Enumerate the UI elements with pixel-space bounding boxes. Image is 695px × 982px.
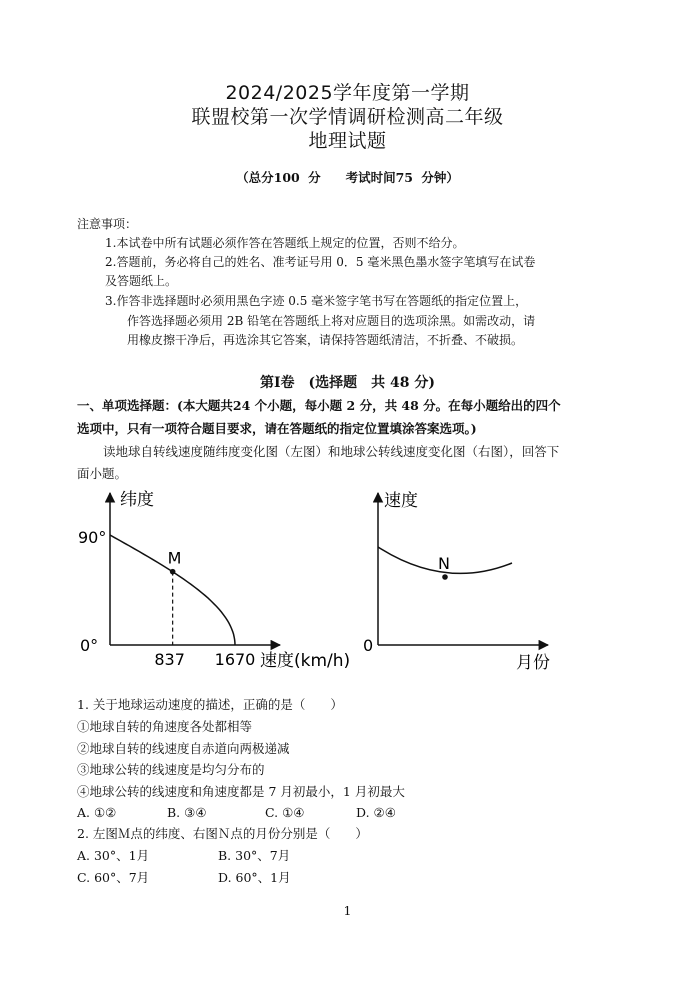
note-item-2-line-2: 及答题纸上。 — [105, 274, 178, 288]
notes-heading: 注意事项： — [77, 217, 138, 231]
title-line-2: 联盟校第一次学情调研检测高二年级 — [191, 106, 504, 128]
q1-statement-2: ②地球自转的线速度自赤道向两极递减 — [77, 741, 290, 756]
title-line-3: 地理试题 — [308, 130, 387, 152]
intro-line-1: 读地球自转线速度随纬度变化图（左图）和地球公转线速度变化图（右图），回答下 — [103, 444, 560, 459]
y-tick-0: 0° — [80, 636, 99, 655]
page-number: 1 — [343, 903, 352, 918]
origin-label: 0 — [363, 636, 374, 655]
revolution-speed-chart — [360, 485, 590, 680]
x-axis-label: 月份 — [516, 653, 550, 673]
x-tick-1670: 1670 — [214, 650, 256, 669]
title-line-1: 2024/2025学年度第一学期 — [225, 82, 470, 104]
q1-option-c: C. ①④ — [265, 805, 305, 820]
note-item-2-line-1: 2.答题前，务必将自己的姓名、准考证号用 0．5 毫米黑色墨水签字笔填写在试卷 — [105, 255, 536, 269]
q1-option-d: D. ②④ — [356, 805, 396, 820]
rotation-speed-chart — [70, 485, 370, 680]
point-m-label: M — [167, 548, 182, 568]
q2-stem: 2. 左图Ｍ点的纬度、右图Ｎ点的月份分别是（ ） — [77, 826, 368, 841]
q2-option-d: D. 60°、1月 — [218, 870, 291, 885]
point-n-label: N — [438, 554, 450, 573]
y-tick-90: 90° — [78, 528, 107, 547]
section-title: 第Ⅰ卷 (选择题 共 48 分) — [259, 375, 436, 391]
note-item-3-line-2: 作答选择题必须用 2B 铅笔在答题纸上将对应题目的选项涂黑。如需改动，请 — [127, 314, 536, 328]
q1-option-b: B. ③④ — [167, 805, 207, 820]
part1-line-1: 一、单项选择题：(本大题共24 个小题，每小题 2 分，共 48 分。在每小题给出的四个 — [77, 398, 561, 413]
exam-subtitle: （总分100 分 考试时间75 分钟） — [236, 170, 459, 185]
y-axis-label: 纬度 — [120, 490, 154, 510]
q2-option-a: A. 30°、1月 — [77, 848, 150, 863]
note-item-1: 1.本试卷中所有试题必须作答在答题纸上规定的位置，否则不给分。 — [105, 236, 465, 250]
x-tick-837: 837 — [154, 650, 185, 669]
q2-option-b: B. 30°、7月 — [218, 848, 291, 863]
q1-statement-4: ④地球公转的线速度和角速度都是 7 月初最小，1 月初最大 — [77, 784, 405, 799]
intro-line-2: 面小题。 — [77, 466, 128, 481]
note-item-3-line-1: 3.作答非选择题时必须用黑色字迹 0.5 毫米签字笔书写在答题纸的指定位置上， — [105, 294, 528, 308]
point-n — [442, 574, 448, 580]
q1-stem: 1. 关于地球运动速度的描述，正确的是（ ） — [77, 697, 343, 712]
q1-statement-3: ③地球公转的线速度是均匀分布的 — [77, 762, 265, 777]
x-axis-label: 速度(km/h) — [260, 651, 351, 671]
note-item-3-line-3: 用橡皮擦干净后，再选涂其它答案，请保持答题纸清洁，不折叠、不破损。 — [127, 333, 524, 347]
q1-statement-1: ①地球自转的角速度各处都相等 — [77, 719, 253, 734]
q2-option-c: C. 60°、7月 — [77, 870, 150, 885]
y-axis-label: 速度 — [384, 491, 418, 511]
q1-option-a: A. ①② — [77, 805, 117, 820]
part1-line-2: 选项中，只有一项符合题目要求，请在答题纸的指定位置填涂答案选项。) — [77, 421, 477, 436]
point-m — [170, 569, 176, 575]
